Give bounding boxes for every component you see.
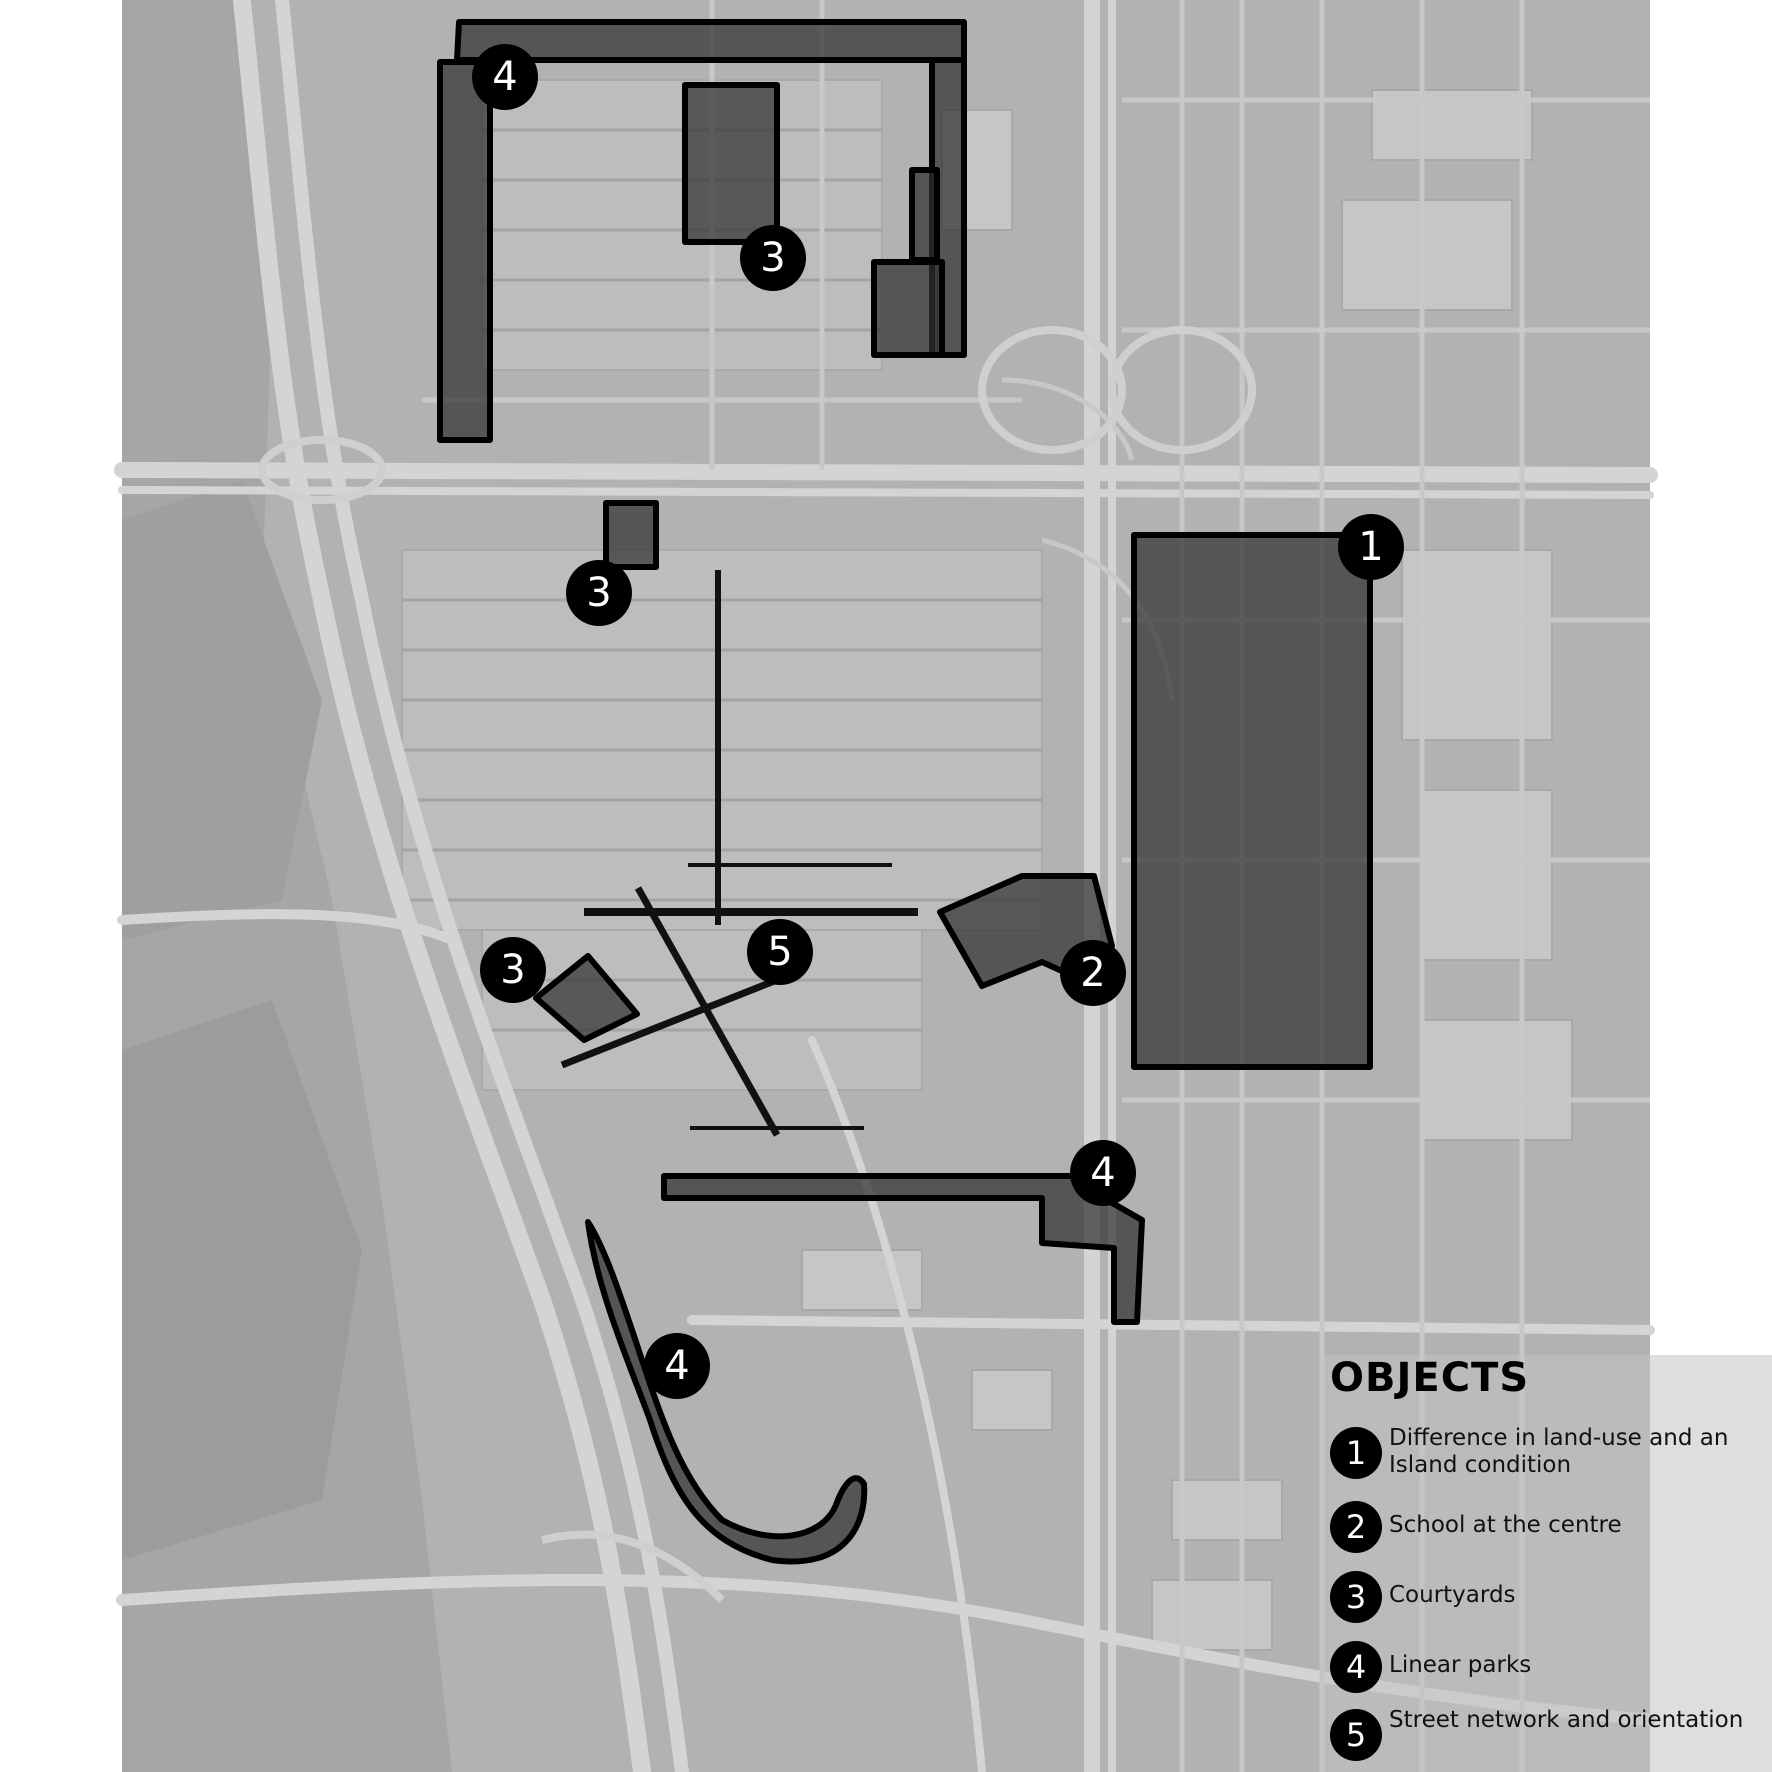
legend-title: OBJECTS [1330, 1355, 1530, 1401]
legend-text-5: Street network and orientation [1389, 1707, 1744, 1733]
legend-item-3 [1330, 1565, 1770, 1625]
courtyard-north [685, 85, 777, 242]
legend-text-1: Difference in land-use and an Island condition [1389, 1425, 1729, 1478]
legend-badge-5: 5 [1330, 1709, 1382, 1761]
legend-badge-1: 1 [1330, 1427, 1382, 1479]
marker-1: 1 [1338, 514, 1404, 580]
legend-badge-4: 4 [1330, 1641, 1382, 1693]
legend-badge-3: 3 [1330, 1571, 1382, 1623]
marker-4-top: 4 [472, 44, 538, 110]
island-region [1134, 535, 1370, 1067]
courtyard-middle [606, 503, 656, 567]
marker-3-middle: 3 [566, 560, 632, 626]
legend [1320, 1355, 1772, 1772]
aerial-map [122, 0, 1744, 1772]
legend-item-1 [1330, 1421, 1770, 1481]
legend-text-3: Courtyards [1389, 1582, 1516, 1608]
marker-4-crescent: 4 [644, 1333, 710, 1399]
marker-4-bottom: 4 [1070, 1140, 1136, 1206]
marker-5: 5 [747, 919, 813, 985]
legend-item-4 [1330, 1635, 1770, 1695]
linear-park-top-west [440, 62, 490, 440]
legend-item-5 [1330, 1703, 1770, 1763]
linear-park-top-north [457, 22, 964, 60]
marker-2: 2 [1060, 940, 1126, 1006]
legend-badge-2: 2 [1330, 1501, 1382, 1553]
legend-text-2: School at the centre [1389, 1512, 1622, 1538]
legend-text-4: Linear parks [1389, 1652, 1532, 1678]
marker-3-top: 3 [740, 225, 806, 291]
legend-item-2 [1330, 1495, 1770, 1555]
marker-3-bottom: 3 [480, 937, 546, 1003]
